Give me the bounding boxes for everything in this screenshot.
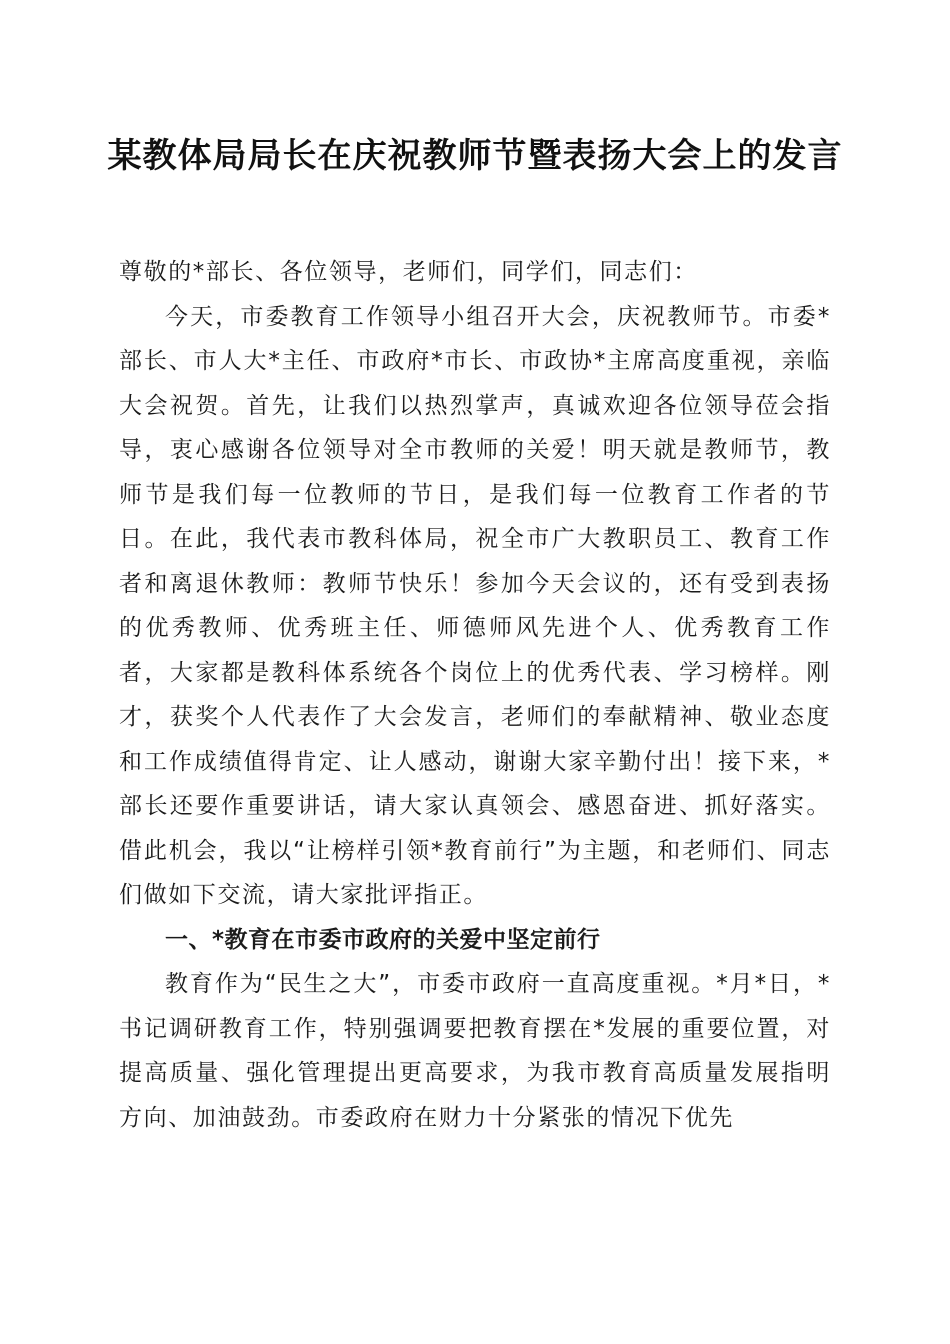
salutation: 尊敬的*部长、各位领导，老师们，同学们，同志们： [119, 259, 698, 285]
document-title: 某教体局局长在庆祝教师节暨表扬大会上的发言 [107, 136, 843, 176]
section-heading-1: 一、*教育在市委市政府的关爱中坚定前行 [165, 926, 601, 953]
body-paragraph-section-1: 教育作为“民生之大”，市委市政府一直高度重视。*月*日，*书记调研教育工作，特别强调要把教育摆在*发展的重要位置，对提高质量、强化管理提出更高要求，为我市教育高质量发展指明方向、加油鼓劲。市委政府在财力十分紧张的情况下优先 [119, 971, 831, 1131]
body-paragraph-opening: 今天，市委教育工作领导小组召开大会，庆祝教师节。市委*部长、市人大*主任、市政府*市长、市政协*主席高度重视，亲临大会祝贺。首先，让我们以热烈掌声，真诚欢迎各位领导莅会指导，衷心感谢各位领导对全市教师的关爱！明天就是教师节，教师节是我们每一位教师的节日，是我们每一位教育工作者的节日。在此，我代表市教科体局，祝全市广大教职员工、教育工作者和离退休教师：教师节快乐！参加今天会议的，还有受到表扬的优秀教师、优秀班主任、师德师风先进个人、优秀教育工作者，大家都是教科体系统各个岗位上的优秀代表、学习榜样。刚才，获奖个人代表作了大会发言，老师们的奉献精神、敬业态度和工作成绩值得肯定、让人感动，谢谢大家辛勤付出！接下来，*部长还要作重要讲话，请大家认真领会、感恩奋进、抓好落实。借此机会，我以“让榜样引领*教育前行”为主题，和老师们、同志们做如下交流，请大家批评指正。 [119, 303, 831, 908]
document-body [119, 250, 831, 1140]
